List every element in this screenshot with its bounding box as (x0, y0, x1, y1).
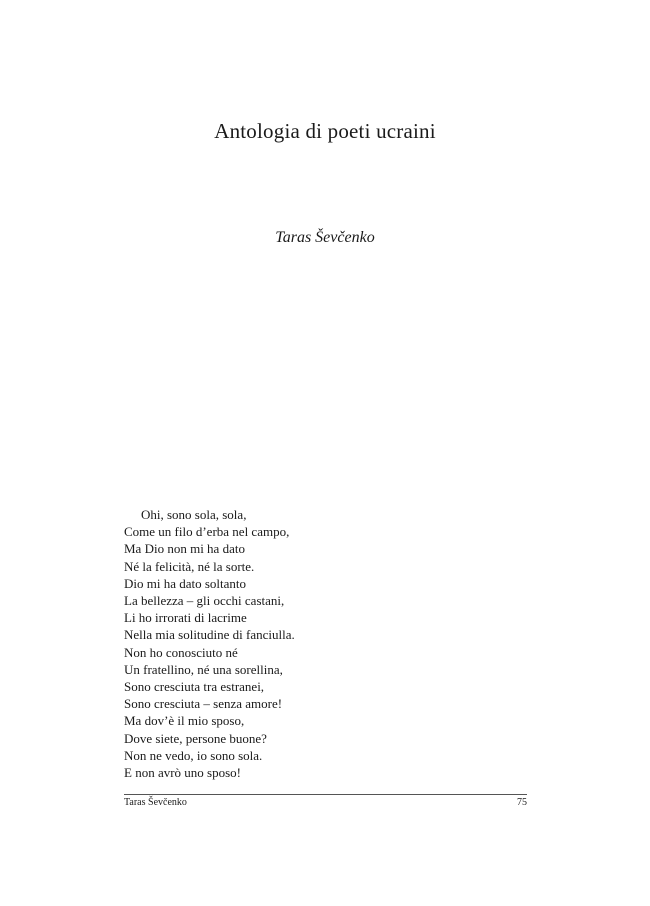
poem-line: Li ho irrorati di lacrime (124, 610, 247, 626)
poem-line: Ma dov’è il mio sposo, (124, 713, 245, 729)
author-heading: Taras Ševčenko (275, 229, 375, 246)
poem-line: Dove siete, persone buone? (124, 730, 267, 746)
footer-rule (124, 794, 527, 795)
poem-line: Sono cresciuta tra estranei, (124, 679, 265, 695)
book-title: Antologia di poeti ucraini (214, 119, 436, 143)
poem-line: Nella mia solitudine di fanciulla. (124, 627, 295, 643)
poem (124, 506, 295, 781)
running-footer-author: Taras Ševčenko (124, 797, 187, 808)
poem-line: Né la felicità, né la sorte. (124, 558, 255, 574)
poem-line: E non avrò uno sposo! (124, 765, 241, 781)
poem-line: Dio mi ha dato soltanto (124, 575, 247, 591)
poem-line: Ma Dio non mi ha dato (124, 541, 245, 557)
poem-line: Ohi, sono sola, sola, (141, 507, 247, 522)
poem-line: Non ne vedo, io sono sola. (124, 747, 263, 763)
page-number: 75 (517, 797, 527, 808)
poem-line: Sono cresciuta – senza amore! (124, 696, 283, 712)
poem-line: Un fratellino, né una sorellina, (124, 661, 283, 677)
poem-line: Non ho conosciuto né (124, 644, 238, 660)
poem-line: La bellezza – gli occhi castani, (124, 593, 285, 609)
poem-line: Come un filo d’erba nel campo, (124, 524, 290, 540)
